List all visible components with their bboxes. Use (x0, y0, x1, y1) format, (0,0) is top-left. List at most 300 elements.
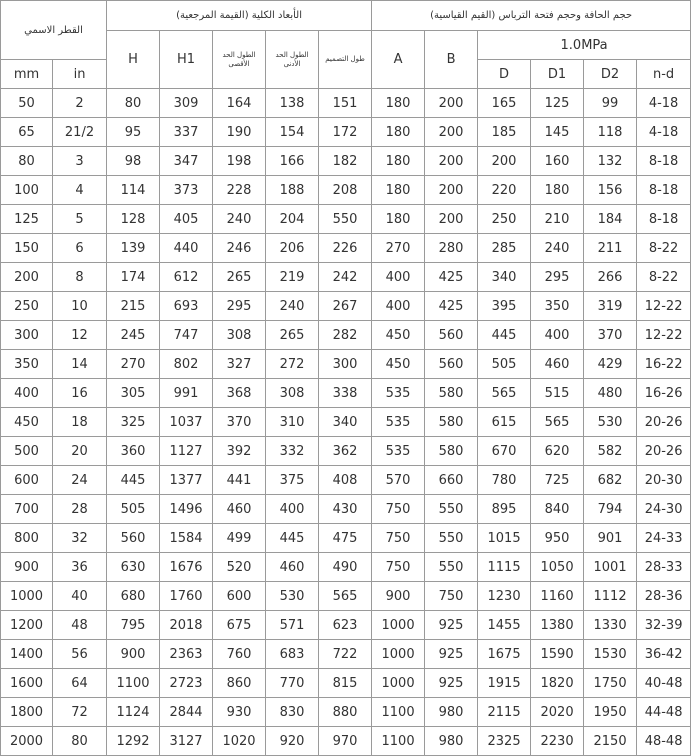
table-cell: 373 (160, 176, 213, 205)
table-cell: 425 (425, 263, 478, 292)
table-cell: 612 (160, 263, 213, 292)
table-cell: 180 (372, 205, 425, 234)
table-cell: 750 (372, 553, 425, 582)
table-cell: 565 (319, 582, 372, 611)
table-cell: 80 (1, 147, 53, 176)
table-cell: 1915 (478, 669, 531, 698)
table-row (1, 234, 691, 263)
table-cell: 56 (53, 640, 107, 669)
table-cell: 440 (160, 234, 213, 263)
table-cell: 930 (213, 698, 266, 727)
table-cell: 1100 (372, 727, 425, 756)
table-cell: 950 (531, 524, 584, 553)
table-cell: 550 (425, 553, 478, 582)
table-cell: 24-30 (637, 495, 691, 524)
table-cell: 208 (319, 176, 372, 205)
table-cell: 190 (213, 118, 266, 147)
table-cell: 693 (160, 292, 213, 321)
table-cell: 2723 (160, 669, 213, 698)
table-cell: 300 (319, 350, 372, 379)
col-A-header: A (372, 31, 425, 89)
table-cell: 370 (584, 321, 637, 350)
table-cell: 210 (531, 205, 584, 234)
table-cell: 211 (584, 234, 637, 263)
table-cell: 165 (478, 89, 531, 118)
table-cell: 505 (107, 495, 160, 524)
table-cell: 1950 (584, 698, 637, 727)
table-cell: 925 (425, 669, 478, 698)
table-cell: 28-36 (637, 582, 691, 611)
table-cell: 445 (107, 466, 160, 495)
table-cell: 750 (425, 582, 478, 611)
table-row (1, 466, 691, 495)
table-cell: 154 (266, 118, 319, 147)
table-cell: 408 (319, 466, 372, 495)
table-cell: 362 (319, 437, 372, 466)
table-cell: 620 (531, 437, 584, 466)
table-cell: 200 (425, 118, 478, 147)
table-cell: 20-26 (637, 437, 691, 466)
table-cell: 1455 (478, 611, 531, 640)
table-cell: 28-33 (637, 553, 691, 582)
table-cell: 300 (1, 321, 53, 350)
table-cell: 1496 (160, 495, 213, 524)
table-cell: 200 (1, 263, 53, 292)
table-row (1, 582, 691, 611)
table-cell: 900 (372, 582, 425, 611)
table-cell: 1124 (107, 698, 160, 727)
table-cell: 800 (1, 524, 53, 553)
table-cell: 8-18 (637, 176, 691, 205)
table-cell: 1584 (160, 524, 213, 553)
table-cell: 925 (425, 640, 478, 669)
table-cell: 44-48 (637, 698, 691, 727)
col-mm-header: mm (1, 60, 53, 89)
col-H-header: H (107, 31, 160, 89)
table-cell: 166 (266, 147, 319, 176)
table-cell: 700 (1, 495, 53, 524)
table-cell: 480 (584, 379, 637, 408)
table-cell: 219 (266, 263, 319, 292)
table-row (1, 437, 691, 466)
table-cell: 560 (107, 524, 160, 553)
table-cell: 128 (107, 205, 160, 234)
table-cell: 460 (531, 350, 584, 379)
table-cell: 450 (372, 350, 425, 379)
table-cell: 184 (584, 205, 637, 234)
table-cell: 28 (53, 495, 107, 524)
table-cell: 1001 (584, 553, 637, 582)
table-cell: 2018 (160, 611, 213, 640)
table-cell: 18 (53, 408, 107, 437)
table-cell: 794 (584, 495, 637, 524)
table-cell: 683 (266, 640, 319, 669)
table-row (1, 292, 691, 321)
table-cell: 80 (53, 727, 107, 756)
table-cell: 1676 (160, 553, 213, 582)
table-cell: 2 (53, 89, 107, 118)
col-in-header: in (53, 60, 107, 89)
table-cell: 8-22 (637, 234, 691, 263)
table-cell: 860 (213, 669, 266, 698)
table-cell: 535 (372, 379, 425, 408)
table-cell: 750 (372, 524, 425, 553)
table-cell: 802 (160, 350, 213, 379)
table-cell: 460 (213, 495, 266, 524)
table-cell: 72 (53, 698, 107, 727)
table-row (1, 698, 691, 727)
table-cell: 114 (107, 176, 160, 205)
table-cell: 565 (478, 379, 531, 408)
table-cell: 615 (478, 408, 531, 437)
table-row (1, 727, 691, 756)
table-cell: 200 (425, 176, 478, 205)
table-cell: 228 (213, 176, 266, 205)
table-cell: 1200 (1, 611, 53, 640)
table-cell: 582 (584, 437, 637, 466)
table-cell: 160 (531, 147, 584, 176)
table-cell: 14 (53, 350, 107, 379)
table-cell: 50 (1, 89, 53, 118)
table-cell: 332 (266, 437, 319, 466)
table-cell: 490 (319, 553, 372, 582)
table-cell: 2363 (160, 640, 213, 669)
table-cell: 206 (266, 234, 319, 263)
table-cell: 21/2 (53, 118, 107, 147)
table-cell: 550 (425, 524, 478, 553)
table-cell: 36 (53, 553, 107, 582)
table-cell: 172 (319, 118, 372, 147)
table-cell: 445 (478, 321, 531, 350)
table-row (1, 176, 691, 205)
table-cell: 4-18 (637, 89, 691, 118)
table-cell: 4-18 (637, 118, 691, 147)
table-cell: 164 (213, 89, 266, 118)
table-cell: 132 (584, 147, 637, 176)
table-cell: 48 (53, 611, 107, 640)
table-cell: 1020 (213, 727, 266, 756)
table-cell: 3127 (160, 727, 213, 756)
table-row (1, 379, 691, 408)
table-cell: 571 (266, 611, 319, 640)
table-cell: 10 (53, 292, 107, 321)
table-cell: 450 (1, 408, 53, 437)
table-cell: 16-22 (637, 350, 691, 379)
table-cell: 400 (372, 263, 425, 292)
table-cell: 150 (1, 234, 53, 263)
table-cell: 445 (266, 524, 319, 553)
table-cell: 36-42 (637, 640, 691, 669)
table-cell: 900 (1, 553, 53, 582)
table-cell: 405 (160, 205, 213, 234)
table-cell: 1760 (160, 582, 213, 611)
table-cell: 1000 (372, 669, 425, 698)
table-cell: 2230 (531, 727, 584, 756)
table-cell: 840 (531, 495, 584, 524)
table-cell: 725 (531, 466, 584, 495)
table-cell: 32-39 (637, 611, 691, 640)
table-cell: 198 (213, 147, 266, 176)
table-cell: 4 (53, 176, 107, 205)
table-cell: 325 (107, 408, 160, 437)
table-cell: 630 (107, 553, 160, 582)
table-cell: 747 (160, 321, 213, 350)
table-cell: 795 (107, 611, 160, 640)
table-cell: 1160 (531, 582, 584, 611)
table-cell: 40-48 (637, 669, 691, 698)
table-cell: 12 (53, 321, 107, 350)
table-cell: 925 (425, 611, 478, 640)
table-cell: 1050 (531, 553, 584, 582)
table-cell: 250 (478, 205, 531, 234)
table-cell: 151 (319, 89, 372, 118)
table-cell: 240 (531, 234, 584, 263)
table-cell: 40 (53, 582, 107, 611)
table-cell: 240 (266, 292, 319, 321)
table-cell: 370 (213, 408, 266, 437)
table-cell: 100 (1, 176, 53, 205)
table-cell: 340 (478, 263, 531, 292)
table-cell: 1750 (584, 669, 637, 698)
col-D1-header: D1 (531, 60, 584, 89)
table-cell: 156 (584, 176, 637, 205)
table-cell: 48-48 (637, 727, 691, 756)
table-cell: 400 (531, 321, 584, 350)
table-cell: 780 (478, 466, 531, 495)
table-cell: 20-30 (637, 466, 691, 495)
table-cell: 535 (372, 408, 425, 437)
table-cell: 200 (478, 147, 531, 176)
table-cell: 24 (53, 466, 107, 495)
table-cell: 270 (107, 350, 160, 379)
table-cell: 20 (53, 437, 107, 466)
table-row (1, 350, 691, 379)
table-cell: 600 (213, 582, 266, 611)
table-cell: 1000 (372, 611, 425, 640)
table-cell: 1100 (107, 669, 160, 698)
table-row (1, 118, 691, 147)
table-cell: 980 (425, 727, 478, 756)
table-cell: 1100 (372, 698, 425, 727)
table-cell: 347 (160, 147, 213, 176)
table-cell: 505 (478, 350, 531, 379)
table-cell: 118 (584, 118, 637, 147)
table-cell: 295 (213, 292, 266, 321)
table-cell: 125 (531, 89, 584, 118)
table-cell: 400 (1, 379, 53, 408)
table-cell: 226 (319, 234, 372, 263)
table-cell: 530 (584, 408, 637, 437)
table-cell: 337 (160, 118, 213, 147)
table-cell: 441 (213, 466, 266, 495)
table-cell: 180 (372, 176, 425, 205)
table-cell: 145 (531, 118, 584, 147)
table-cell: 95 (107, 118, 160, 147)
table-cell: 580 (425, 437, 478, 466)
table-cell: 3 (53, 147, 107, 176)
table-cell: 682 (584, 466, 637, 495)
table-cell: 1675 (478, 640, 531, 669)
table-cell: 265 (213, 263, 266, 292)
table-cell: 900 (107, 640, 160, 669)
table-cell: 400 (266, 495, 319, 524)
table-cell: 282 (319, 321, 372, 350)
table-cell: 1292 (107, 727, 160, 756)
table-cell: 425 (425, 292, 478, 321)
table-cell: 560 (425, 350, 478, 379)
table-row (1, 147, 691, 176)
table-cell: 1590 (531, 640, 584, 669)
table-cell: 5 (53, 205, 107, 234)
table-cell: 750 (372, 495, 425, 524)
flange-size-header: حجم الحافة وحجم فتحة الترباس (القيم القياسية) (372, 1, 691, 31)
table-cell: 16 (53, 379, 107, 408)
table-cell: 200 (425, 147, 478, 176)
table-cell: 760 (213, 640, 266, 669)
table-cell: 560 (425, 321, 478, 350)
table-body (1, 89, 691, 756)
table-cell: 565 (531, 408, 584, 437)
table-cell: 267 (319, 292, 372, 321)
table-cell: 6 (53, 234, 107, 263)
table-cell: 895 (478, 495, 531, 524)
table-cell: 266 (584, 263, 637, 292)
table-cell: 1000 (1, 582, 53, 611)
table-cell: 98 (107, 147, 160, 176)
table-cell: 65 (1, 118, 53, 147)
table-cell: 242 (319, 263, 372, 292)
table-cell: 500 (1, 437, 53, 466)
table-cell: 8-22 (637, 263, 691, 292)
table-cell: 64 (53, 669, 107, 698)
table-cell: 515 (531, 379, 584, 408)
table-cell: 240 (213, 205, 266, 234)
table-cell: 2115 (478, 698, 531, 727)
table-cell: 1330 (584, 611, 637, 640)
table-cell: 360 (107, 437, 160, 466)
table-cell: 920 (266, 727, 319, 756)
col-nd-header: n-d (637, 60, 691, 89)
table-cell: 340 (319, 408, 372, 437)
table-row (1, 205, 691, 234)
col-D-header: D (478, 60, 531, 89)
table-cell: 180 (372, 89, 425, 118)
table-cell: 1530 (584, 640, 637, 669)
table-cell: 285 (478, 234, 531, 263)
table-row (1, 640, 691, 669)
table-cell: 295 (531, 263, 584, 292)
table-cell: 220 (478, 176, 531, 205)
table-cell: 180 (531, 176, 584, 205)
table-cell: 429 (584, 350, 637, 379)
table-cell: 1377 (160, 466, 213, 495)
col-H1-header: H1 (160, 31, 213, 89)
table-cell: 1400 (1, 640, 53, 669)
table-row (1, 669, 691, 698)
table-cell: 980 (425, 698, 478, 727)
table-cell: 580 (425, 379, 478, 408)
table-cell: 180 (372, 147, 425, 176)
col-D2-header: D2 (584, 60, 637, 89)
table-cell: 327 (213, 350, 266, 379)
col-max-length-header: الطول الحد الأقصى (213, 31, 266, 89)
table-cell: 535 (372, 437, 425, 466)
table-cell: 24-33 (637, 524, 691, 553)
table-cell: 499 (213, 524, 266, 553)
table-cell: 675 (213, 611, 266, 640)
table-cell: 8 (53, 263, 107, 292)
table-cell: 1115 (478, 553, 531, 582)
table-cell: 830 (266, 698, 319, 727)
table-cell: 180 (372, 118, 425, 147)
table-cell: 305 (107, 379, 160, 408)
table-cell: 20-26 (637, 408, 691, 437)
table-row (1, 408, 691, 437)
table-cell: 215 (107, 292, 160, 321)
table-cell: 204 (266, 205, 319, 234)
table-cell: 308 (213, 321, 266, 350)
table-cell: 670 (478, 437, 531, 466)
table-cell: 265 (266, 321, 319, 350)
table-cell: 1380 (531, 611, 584, 640)
table-cell: 600 (1, 466, 53, 495)
table-cell: 1800 (1, 698, 53, 727)
table-cell: 350 (531, 292, 584, 321)
table-cell: 880 (319, 698, 372, 727)
table-cell: 450 (372, 321, 425, 350)
table-cell: 272 (266, 350, 319, 379)
table-cell: 815 (319, 669, 372, 698)
table-cell: 770 (266, 669, 319, 698)
table-cell: 2844 (160, 698, 213, 727)
table-cell: 660 (425, 466, 478, 495)
table-cell: 99 (584, 89, 637, 118)
table-cell: 188 (266, 176, 319, 205)
table-row (1, 611, 691, 640)
table-cell: 460 (266, 553, 319, 582)
col-B-header: B (425, 31, 478, 89)
overall-dimensions-header: الأبعاد الكلية (القيمة المرجعية) (107, 1, 372, 31)
table-cell: 580 (425, 408, 478, 437)
table-cell: 991 (160, 379, 213, 408)
table-cell: 1127 (160, 437, 213, 466)
table-cell: 250 (1, 292, 53, 321)
table-cell: 32 (53, 524, 107, 553)
table-cell: 174 (107, 263, 160, 292)
table-row (1, 553, 691, 582)
table-cell: 1015 (478, 524, 531, 553)
table-cell: 319 (584, 292, 637, 321)
table-cell: 139 (107, 234, 160, 263)
table-cell: 280 (425, 234, 478, 263)
table-cell: 16-26 (637, 379, 691, 408)
table-cell: 1820 (531, 669, 584, 698)
table-cell: 375 (266, 466, 319, 495)
table-cell: 550 (425, 495, 478, 524)
table-cell: 2020 (531, 698, 584, 727)
table-cell: 550 (319, 205, 372, 234)
table-cell: 246 (213, 234, 266, 263)
table-cell: 1230 (478, 582, 531, 611)
table-cell: 392 (213, 437, 266, 466)
table-cell: 1112 (584, 582, 637, 611)
table-cell: 2325 (478, 727, 531, 756)
col-install-length-header: طول التصميم (319, 31, 372, 89)
table-cell: 368 (213, 379, 266, 408)
table-cell: 2150 (584, 727, 637, 756)
table-cell: 530 (266, 582, 319, 611)
table-cell: 200 (425, 205, 478, 234)
